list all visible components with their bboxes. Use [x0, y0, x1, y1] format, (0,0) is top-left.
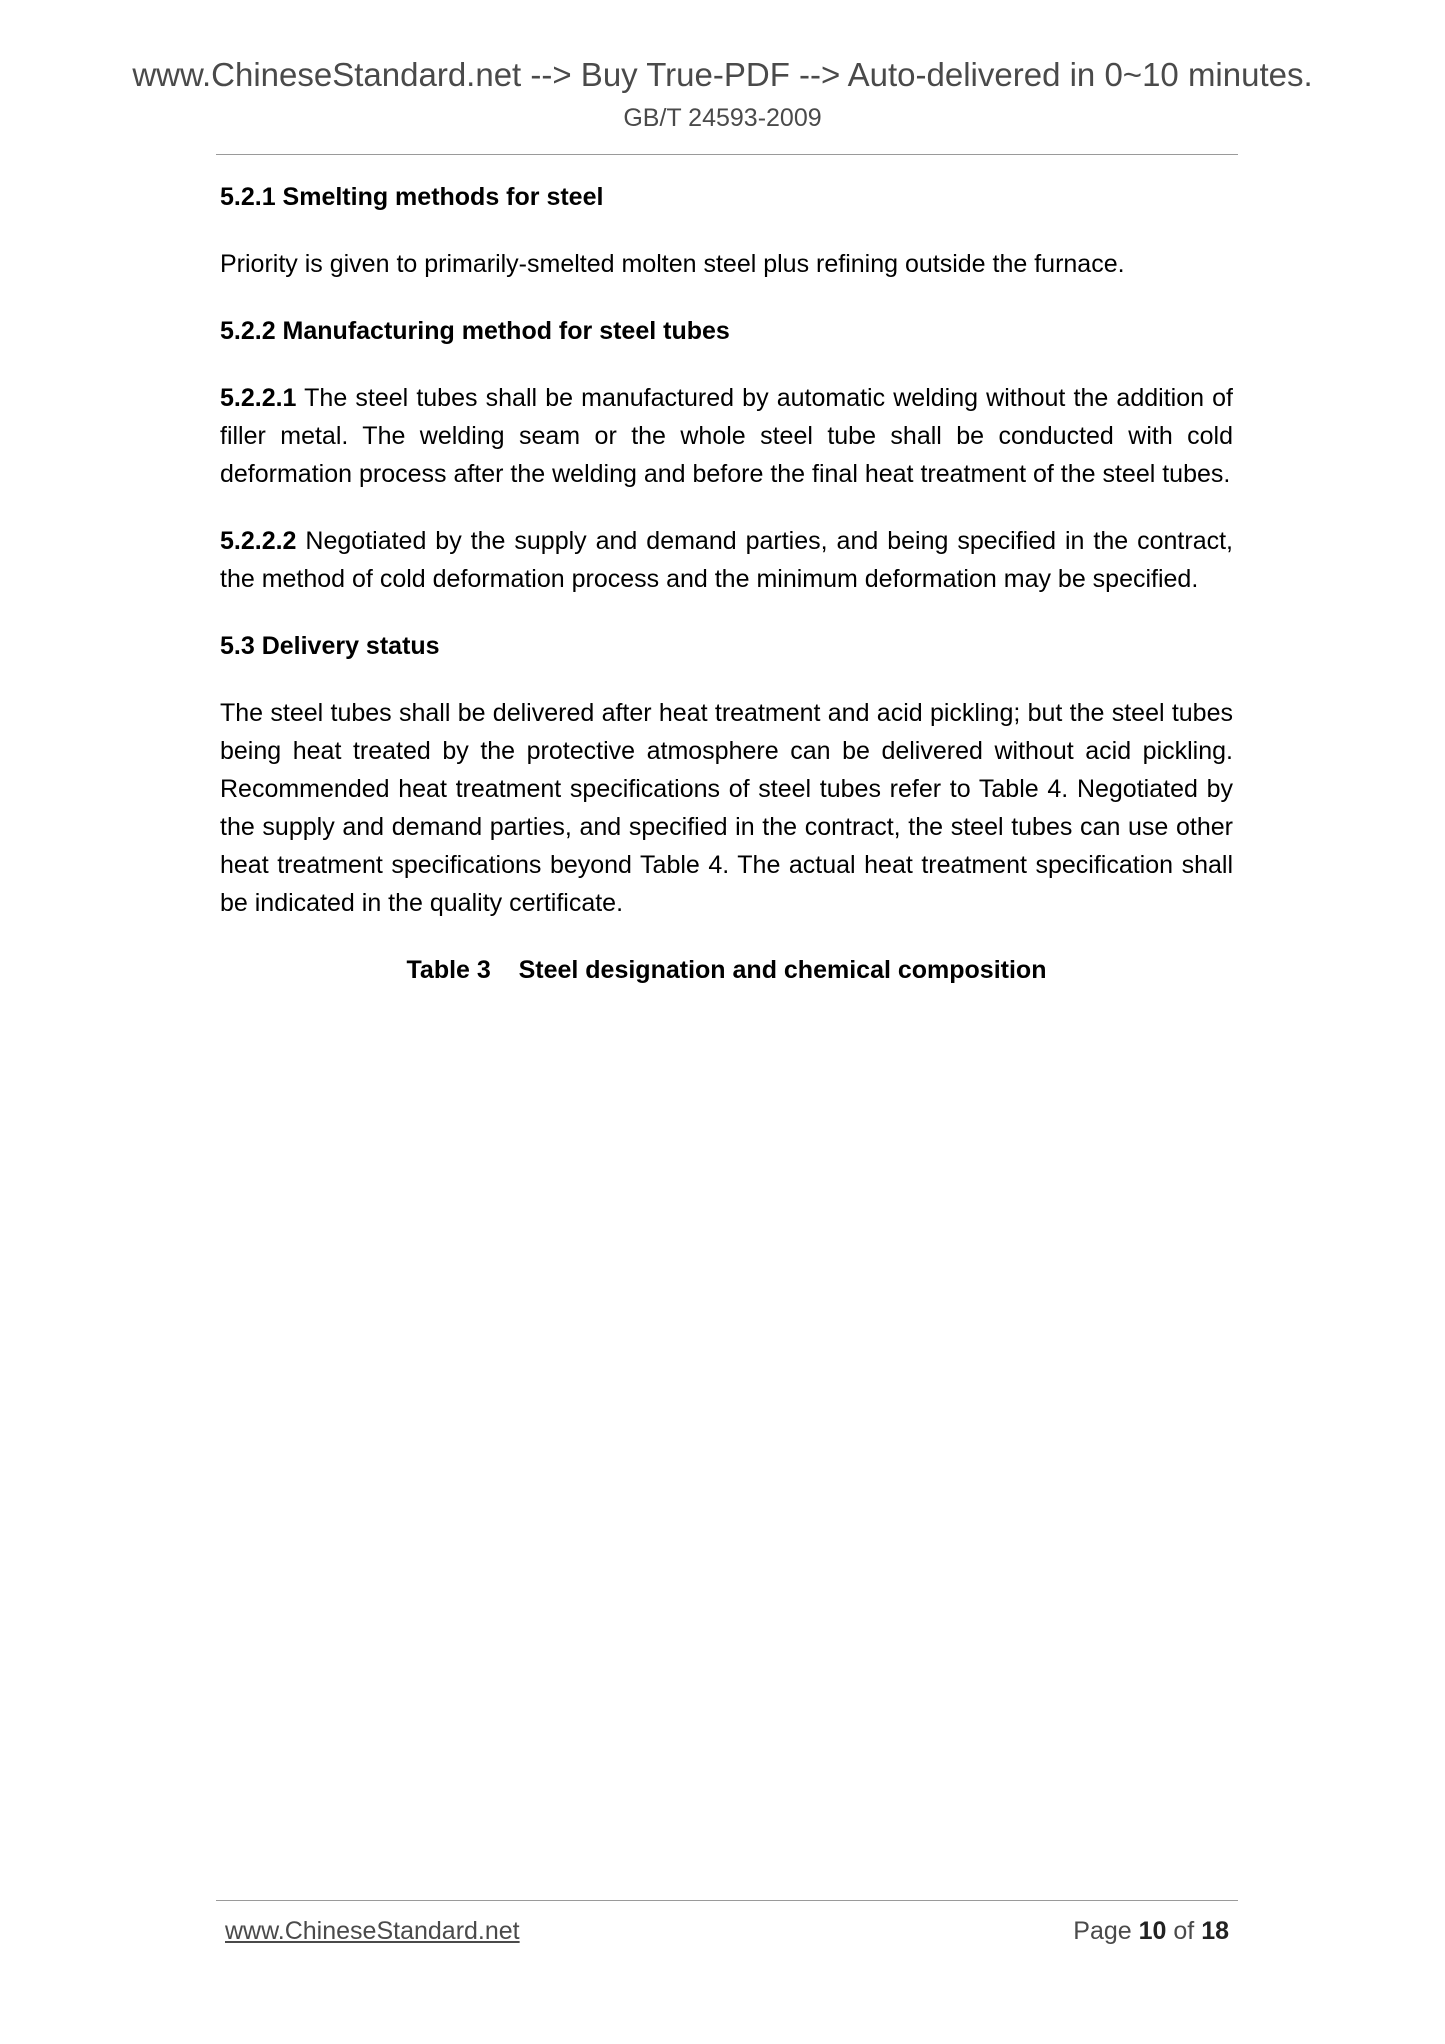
- clause-text-5-2-2-2: Negotiated by the supply and demand parties, and being specified in the contract, the method of cold deformation process and the minimum deformation may be specified.: [220, 527, 1233, 593]
- header-banner[interactable]: www.ChineseStandard.net --> Buy True-PDF --> Auto-delivered in 0~10 minutes.: [132, 56, 1313, 93]
- page-label: Page: [1073, 1917, 1132, 1945]
- page-number: [1073, 1917, 1229, 1946]
- paragraph-5-2-1: Priority is given to primarily-smelted molten steel plus refining outside the furnace.: [220, 250, 1125, 278]
- page-current: 10: [1138, 1917, 1167, 1945]
- paragraph-5-3: The steel tubes shall be delivered after heat treatment and acid pickling; but the steel tubes being heat treated by the protective atmosphere can be delivered without acid pickling. Recommended heat treatment specifications of steel tubes refer to Table 4. Negotiated by the supply and demand parties, and specified in the contract, the steel tubes can use other heat treatment specifications beyond Table 4. The actual heat treatment specification shall be indicated in the quality certificate.: [220, 699, 1233, 917]
- page-total: 18: [1201, 1917, 1229, 1945]
- document-code: GB/T 24593-2009: [623, 104, 822, 132]
- footer-website-link[interactable]: www.ChineseStandard.net: [225, 1917, 520, 1945]
- paragraph-5-2-2-1: [220, 379, 1233, 493]
- clause-number-5-2-2-1: 5.2.2.1: [220, 384, 297, 412]
- header-divider: [216, 154, 1238, 155]
- page-of: of: [1173, 1917, 1195, 1945]
- page-content: [220, 178, 1233, 989]
- clause-number-5-2-2-2: 5.2.2.2: [220, 527, 297, 555]
- heading-5-2-1: 5.2.1 Smelting methods for steel: [220, 183, 604, 211]
- table-3-caption: Table 3 Steel designation and chemical composition: [406, 956, 1047, 984]
- paragraph-5-2-2-2: [220, 522, 1233, 598]
- footer-divider: [216, 1900, 1238, 1901]
- clause-text-5-2-2-1: The steel tubes shall be manufactured by automatic welding without the addition of filler metal. The welding seam or the whole steel tube shall be conducted with cold deformation process after the welding and before the final heat treatment of the steel tubes.: [220, 384, 1233, 488]
- heading-5-3: 5.3 Delivery status: [220, 632, 440, 660]
- heading-5-2-2: 5.2.2 Manufacturing method for steel tubes: [220, 317, 730, 345]
